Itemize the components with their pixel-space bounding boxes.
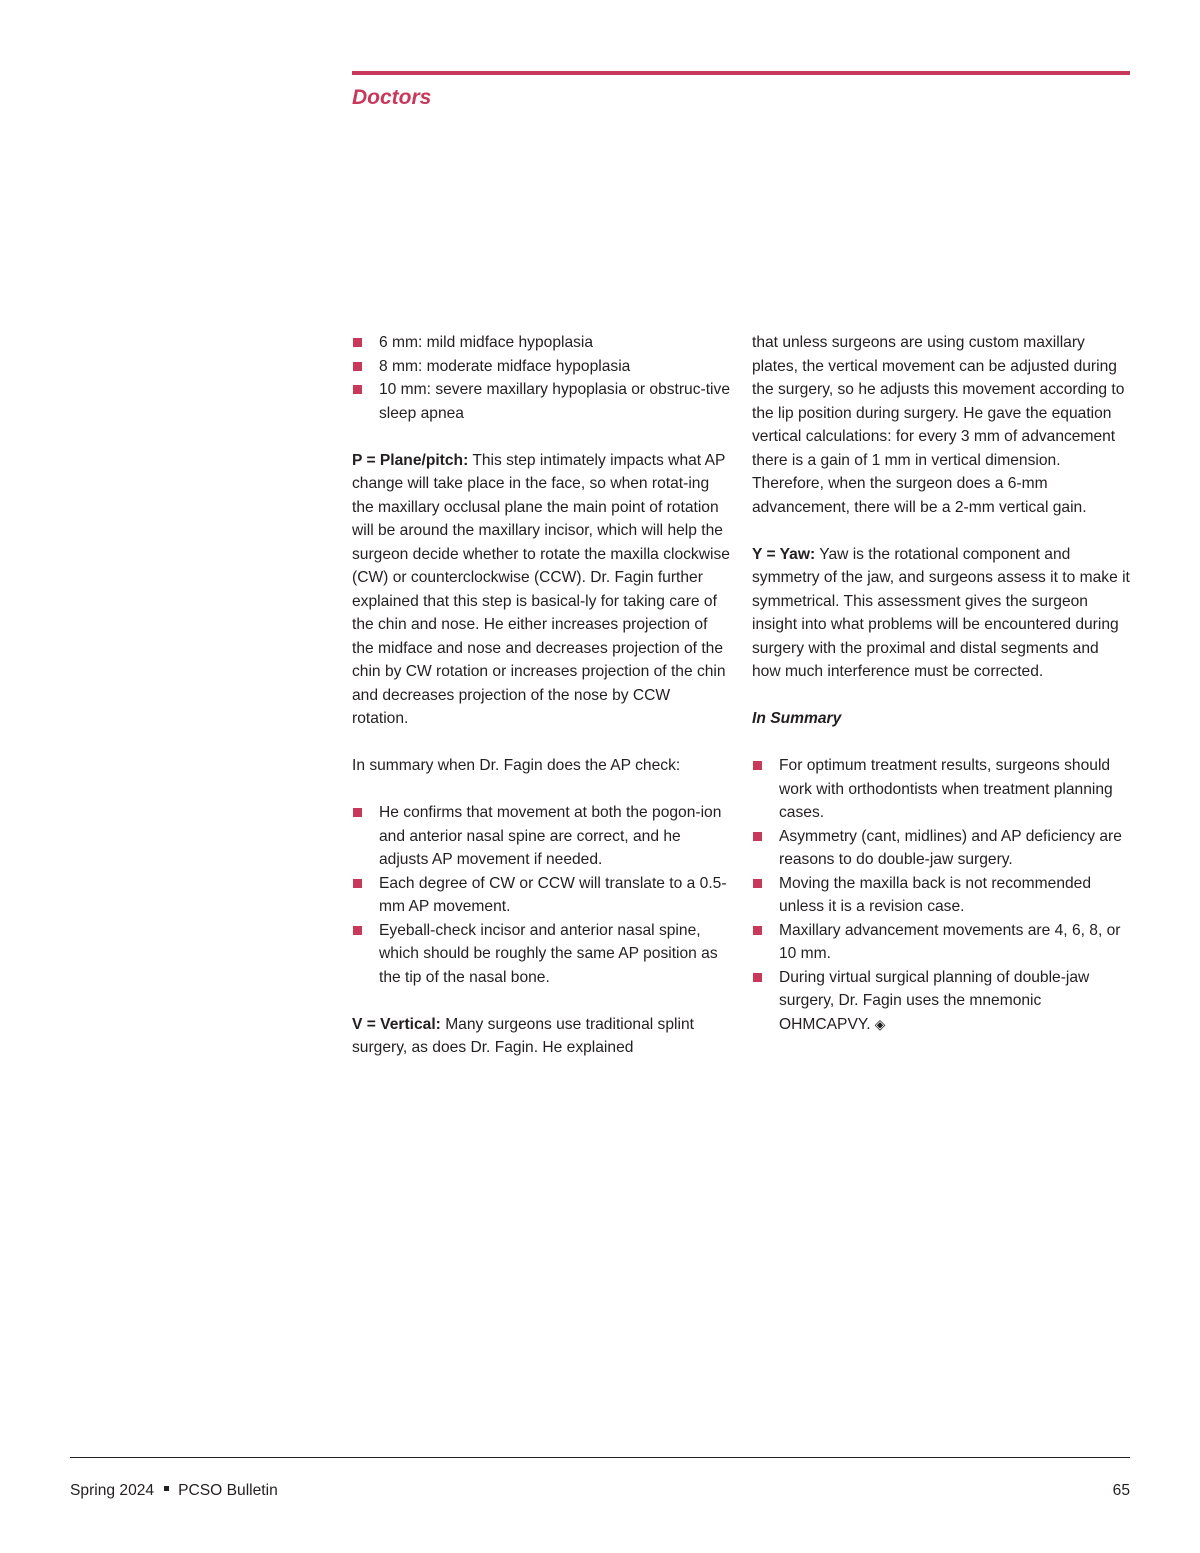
yaw-lead: Y = Yaw: [752,545,816,563]
plane-pitch-paragraph [352,449,730,731]
footer-publication-name: PCSO Bulletin [178,1482,278,1499]
footer-publication [70,1480,278,1502]
yaw-text: Yaw is the rotational component and symmetry of the jaw, and surgeons assess it to make it symmetrical. This assessment gives the surgeon insight into what problems will be encountered during surgery with the proximal and distal segments and how much interference must be corrected. [752,545,1130,680]
list-item [752,966,1130,1037]
list-item: 8 mm: moderate midface hypoplasia [352,355,730,379]
midface-hypoplasia-list [352,331,730,425]
ap-check-list [352,801,730,989]
right-column [752,331,1130,1036]
header-rule [352,71,1130,75]
section-title: Doctors [352,86,432,109]
summary-intro: In summary when Dr. Fagin does the AP check: [352,757,681,774]
list-item: He confirms that movement at both the pogon-ion and anterior nasal spine are correct, and he adjusts AP movement if needed. [352,801,730,872]
vertical-continued-paragraph: that unless surgeons are using custom maxillary plates, the vertical movement can be adjusted during the surgery, so he adjusts this movement according to the lip position during surgery. He gave the equation vertical calculations: for every 3 mm of advancement there is a gain of 1 mm in vertical dimension. Therefore, when the surgeon does a 6-mm advancement, there will be a 2-mm vertical gain. [752,334,1125,516]
plane-pitch-text: This step intimately impacts what AP change will take place in the face, so when rotat-ing the maxillary occlusal plane the main point of rotation will be around the maxillary incisor, which will help the surgeon decide whether to rotate the maxilla clockwise (CW) or counterclockwise (CCW). Dr. Fagin further explained that this step is basical-ly for taking care of the chin and nose. He either increases projection of the midface and nose and decreases projection of the chin by CW rotation or increases projection of the chin and decreases projection of the nose by CCW rotation. [352,451,730,727]
end-of-article-icon: ◈ [874,1015,886,1032]
list-item: Eyeball-check incisor and anterior nasal spine, which should be roughly the same AP position as the tip of the nasal bone. [352,919,730,990]
list-item: Each degree of CW or CCW will translate to a 0.5-mm AP movement. [352,872,730,919]
footer-issue: Spring 2024 [70,1482,155,1499]
vertical-lead: V = Vertical: [352,1015,441,1033]
yaw-paragraph [752,543,1130,684]
list-item: 6 mm: mild midface hypoplasia [352,331,730,355]
left-column [352,331,730,1083]
in-summary-list [752,754,1130,1036]
square-separator-icon [164,1486,169,1491]
footer-rule [70,1457,1130,1458]
list-item: Maxillary advancement movements are 4, 6, 8, or 10 mm. [752,919,1130,966]
in-summary-heading: In Summary [752,710,842,727]
plane-pitch-lead: P = Plane/pitch: [352,451,469,469]
list-item: Moving the maxilla back is not recommended unless it is a revision case. [752,872,1130,919]
list-item: For optimum treatment results, surgeons should work with orthodontists when treatment planning cases. [752,754,1130,825]
vertical-text: Many surgeons use traditional splint surgery, as does Dr. Fagin. He explained [352,1015,694,1056]
list-item-text: During virtual surgical planning of double-jaw surgery, Dr. Fagin uses the mnemonic OHMCAPVY. [779,968,1090,1033]
page-number: 65 [1112,1482,1130,1499]
list-item: Asymmetry (cant, midlines) and AP deficiency are reasons to do double-jaw surgery. [752,825,1130,872]
vertical-paragraph [352,1013,730,1060]
list-item: 10 mm: severe maxillary hypoplasia or obstruc-tive sleep apnea [352,378,730,425]
